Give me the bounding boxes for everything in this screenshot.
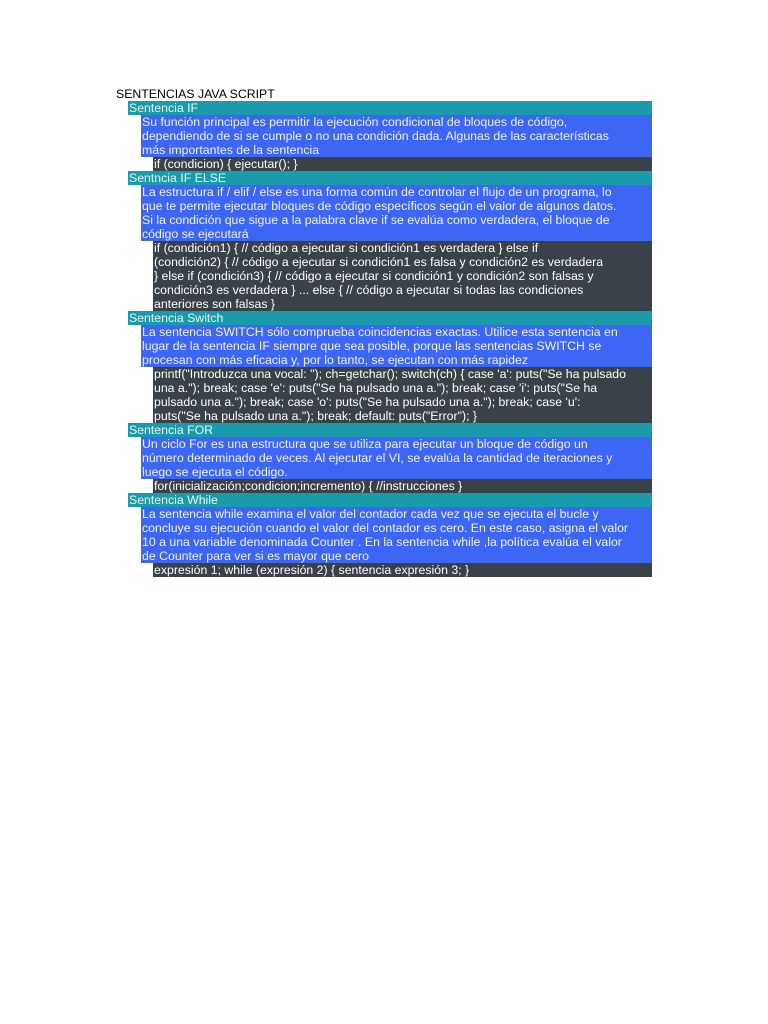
document-title: SENTENCIAS JAVA SCRIPT [116,87,275,101]
code-line: una a."); break; case 'e': puts("Se ha pulsado una a."); break; case 'i': puts("Se ha [154,381,598,395]
section-while [128,493,652,577]
description-line: Un ciclo For es una estructura que se utiliza para ejecutar un bloque de código un [142,437,588,451]
description-line: procesan con más eficacia y, por lo tanto, se ejecutan con más rapidez [142,353,528,367]
description-line: La sentencia SWITCH sólo comprueba coincidencias exactas. Utilice esta sentencia en [142,325,618,339]
section-heading: Sentencia While [128,493,652,507]
code-line: puts("Se ha pulsado una a."); break; default: puts("Error"); } [154,409,478,423]
description-line: La sentencia while examina el valor del contador cada vez que se ejecuta el bucle y [142,507,599,521]
code-line: if (condicion) { ejecutar(); } [154,157,298,171]
section-heading: Sentencia FOR [128,423,652,437]
description-line: de Counter para ver si es mayor que cero [142,549,369,563]
code-line: anteriores son falsas } [154,297,275,311]
description-line: que te permite ejecutar bloques de código específicos según el valor de algunos datos. [142,199,617,213]
description-line: lugar de la sentencia IF siempre que sea posible, porque las sentencias SWITCH se [142,339,602,353]
description-line: dependiendo de si se cumple o no una condición dada. Algunas de las características [142,129,609,143]
section-for [128,423,652,493]
section-if [128,101,652,171]
outline-list [128,101,652,577]
code-line: if (condición1) { // código a ejecutar si condición1 es verdadera } else if [154,241,539,255]
section-description [141,115,652,157]
section-heading: Sentncia IF ELSE [128,171,652,185]
section-heading: Sentencia IF [128,101,652,115]
description-line: 10 a una variable denominada Counter . En la sentencia while ,la política evalúa el valor [142,535,622,549]
section-description [141,325,652,367]
description-line: más importantes de la sentencia [142,143,320,157]
description-line: concluye su ejecución cuando el valor del contador es cero. En este caso, asigna el valor [142,521,629,535]
code-line: (condición2) { // código a ejecutar si condición1 es falsa y condición2 es verdadera [154,255,604,269]
code-line: pulsado una a."); break; case 'o': puts("Se ha pulsado una a."); break; case 'u': [154,395,581,409]
section-switch [128,311,652,423]
description-line: Su función principal es permitir la ejecución condicional de bloques de código, [142,115,568,129]
code-line: for(inicialización;condicion;incremento) { //instrucciones } [154,479,463,493]
description-line: luego se ejecuta el código. [142,465,288,479]
section-description [141,507,652,563]
section-heading: Sentencia Switch [128,311,652,325]
section-if-else [128,171,652,311]
section-code-example [153,157,652,171]
description-line: código se ejecutará [142,227,249,241]
section-code-example [153,479,652,493]
description-line: Si la condición que sigue a la palabra clave if se evalúa como verdadera, el bloque de [142,213,610,227]
code-line: } else if (condición3) { // código a ejecutar si condición1 y condición2 son falsas y [154,269,594,283]
code-line: condición3 es verdadera } ... else { // código a ejecutar si todas las condiciones [154,283,584,297]
section-description [141,437,652,479]
section-description [141,185,652,241]
description-line: La estructura if / elif / else es una forma común de controlar el flujo de un programa, lo [142,185,612,199]
section-code-example [153,367,652,423]
section-code-example [153,241,652,311]
code-line: expresión 1; while (expresión 2) { sentencia expresión 3; } [154,563,470,577]
code-line: printf("Introduzca una vocal: "); ch=getchar(); switch(ch) { case 'a': puts("Se ha pulsado [154,367,626,381]
description-line: número determinado de veces. Al ejecutar el VI, se evalúa la cantidad de iteraciones y [142,451,613,465]
section-code-example [153,563,652,577]
